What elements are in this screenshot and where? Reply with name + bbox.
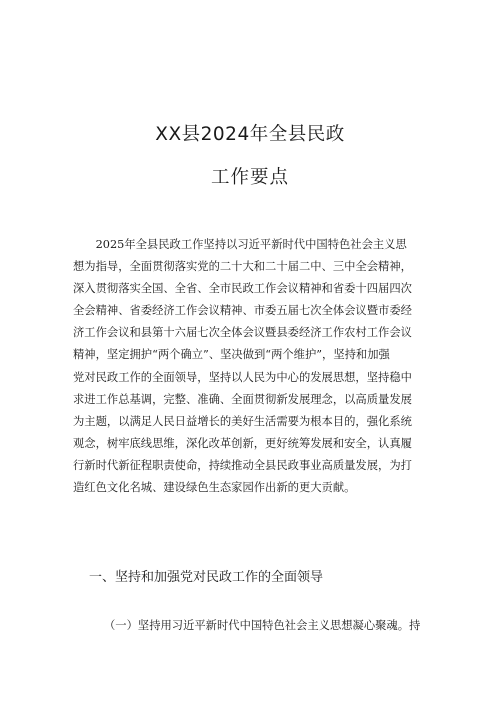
- paragraph-line: 求进工作总基调，完整、准确、全面贯彻新发展理念，以高质量发展: [73, 392, 412, 406]
- paragraph-line: 为主题，以满足人民日益增长的美好生活需要为根本目的，强化系统: [73, 414, 412, 428]
- subsection-text: （一）坚持用习近平新时代中国特色社会主义思想凝心聚魂。持: [104, 619, 421, 632]
- paragraph-line: 行新时代新征程职责使命，持续推动全县民政事业高质量发展，为打: [73, 458, 412, 472]
- paragraph-line: 济工作会议和县第十六届七次全体会议暨县委经济工作农村工作会议: [73, 326, 412, 340]
- paragraph-line: 观念，树牢底线思维，深化改革创新，更好统筹发展和安全，认真履: [73, 436, 412, 450]
- paragraph-line: 2025年全县民政工作坚持以习近平新时代中国特色社会主义思: [95, 238, 407, 251]
- paragraph-line: 深入贯彻落实全国、全省、全市民政工作会议精神和省委十四届四次: [73, 282, 412, 296]
- document-title: XX县2024年全县民政: [155, 124, 345, 145]
- document-subtitle: 工作要点: [210, 167, 289, 188]
- paragraph-line: 精神，坚定拥护“两个确立”、坚决做到“两个维护”，坚持和加强: [73, 348, 390, 362]
- paragraph-line: 造红色文化名城、建设绿色生态家园作出新的更大贡献。: [73, 481, 356, 495]
- paragraph-line: 党对民政工作的全面领导，坚持以人民为中心的发展思想，坚持稳中: [73, 370, 412, 384]
- paragraph-line: 全会精神、省委经济工作会议精神、市委五届七次全体会议暨市委经: [73, 304, 412, 318]
- intro-paragraph: [73, 234, 433, 499]
- section-heading: 一、坚持和加强党对民政工作的全面领导: [89, 570, 324, 585]
- paragraph-line: 想为指导，全面贯彻落实党的二十大和二十届二中、三中全会精神，: [73, 260, 412, 274]
